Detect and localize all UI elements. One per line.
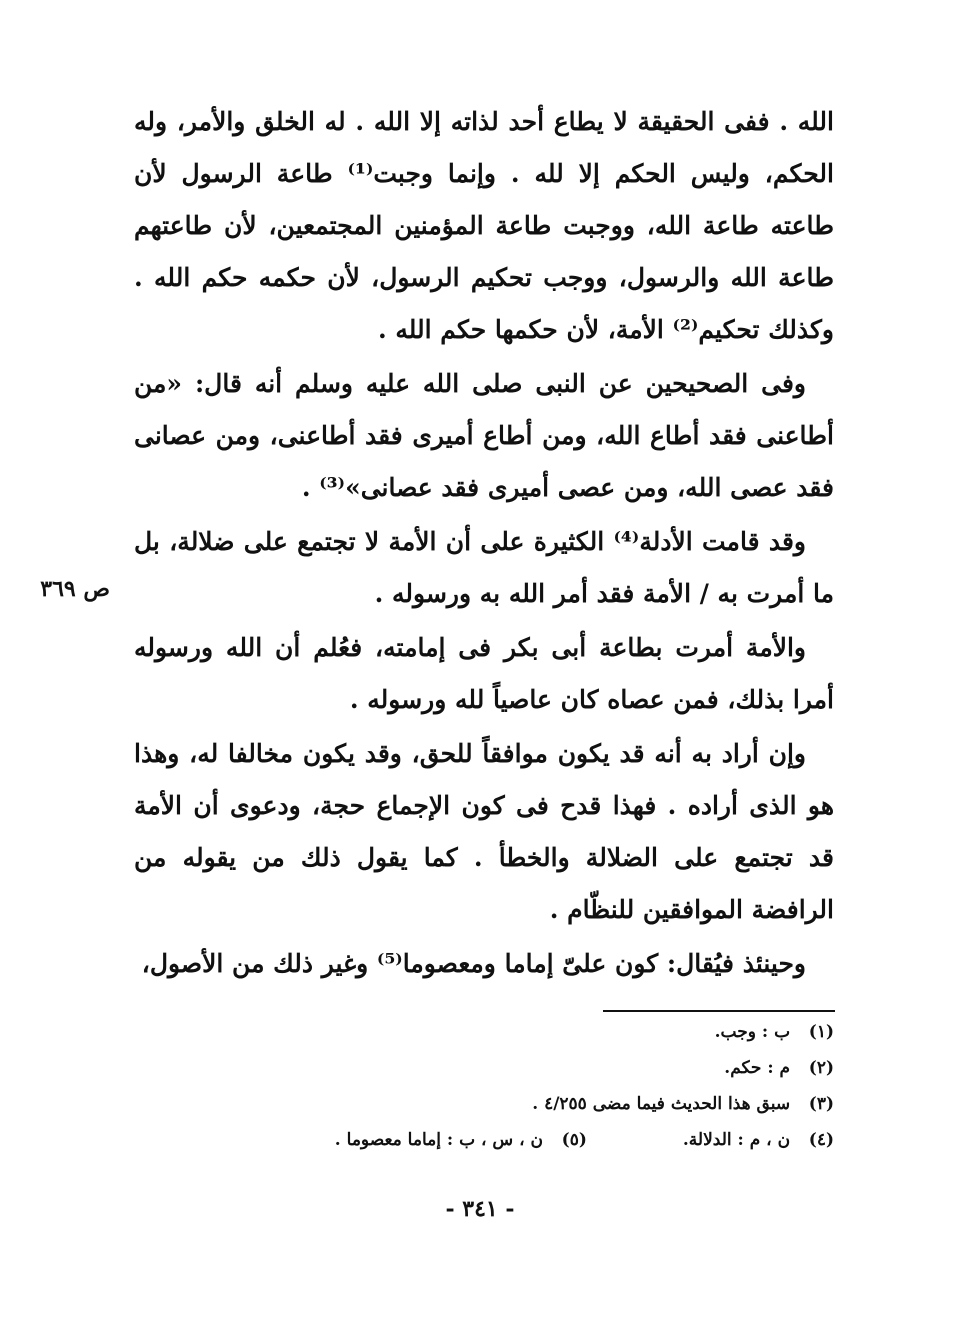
footnote-number: (٥) — [561, 1130, 587, 1150]
paragraph-2: وفى الصحيحين عن النبى صلى الله عليه وسلم أنه قال: «من أطاعنى فقد أطاع الله، ومن أطاع أميرى فقد أطاعنى، ومن عصانى فقد عصى الله، ومن عصى أميرى فقد عصانى»⁽³⁾ . — [134, 369, 834, 502]
footnote-text: ن ، م : الدلالة. — [682, 1130, 791, 1150]
footnote-3 — [532, 1086, 834, 1122]
paragraph-1: الله . ففى الحقيقة لا يطاع أحد لذاته إلا الله . له الخلق والأمر، وله الحكم، وليس الحكم إلا لله . وإنما وجبت⁽¹⁾ طاعة الرسول لأن طاعته طاعة الله، ووجبت طاعة المؤمنين المجتمعين، لأن طاعتهم طاعة الله والرسول، ووجب تحكيم الرسول، لأن حكمه حكم الله . وكذلك تحكيم⁽²⁾ الأمة، لأن حكمها حكم الله . — [134, 107, 834, 344]
footnote-5 — [335, 1122, 587, 1158]
paragraph-6: وحينئذ فيُقال: كون علىّ إماما ومعصوما⁽⁵⁾ وغير ذلك من الأصول، — [141, 949, 806, 978]
footnote-4 — [683, 1122, 834, 1158]
footnote-row — [134, 1014, 834, 1050]
footnotes — [134, 1014, 834, 1158]
footnote-text: سبق هذا الحديث فيما مضى ٤/٢٥٥ . — [532, 1094, 791, 1114]
footnote-number: (١) — [808, 1022, 834, 1042]
footnote-1 — [715, 1014, 834, 1050]
footnote-separator — [603, 1010, 835, 1012]
footnote-text: م : حكم. — [724, 1058, 791, 1078]
paragraph-4: والأمة أمرت بطاعة أبى بكر فى إمامته، فعُلم أن الله ورسوله أمرا بذلك، فمن عصاه كان عاصياً لله ورسوله . — [134, 633, 834, 714]
footnote-row — [134, 1122, 834, 1158]
page-number: - ٣٤١ - — [445, 1196, 515, 1222]
footnote-text: ب : وجب. — [714, 1022, 791, 1042]
main-text — [134, 96, 834, 992]
paragraph-5: وإن أراد به أنه قد يكون موافقاً للحق، وقد يكون مخالفا له، وهذا هو الذى أراده . فهذا قدح فى كون الإجماع حجة، ودعوى أن الأمة قد تجتمع على الضلالة والخطأ . كما يقول ذلك من يقوله من الرافضة الموافقين للنظّام . — [134, 739, 834, 924]
footnote-row — [134, 1086, 834, 1122]
paragraph-3: وقد قامت الأدلة⁽⁴⁾ الكثيرة على أن الأمة لا تجتمع على ضلالة، بل ما أمرت به / الأمة فقد أمر الله به ورسوله . — [134, 527, 834, 608]
footnote-number: (٤) — [808, 1130, 834, 1150]
footnote-2 — [724, 1050, 834, 1086]
footnote-number: (٣) — [808, 1094, 834, 1114]
footnote-number: (٢) — [808, 1058, 834, 1078]
footnote-row — [134, 1050, 834, 1086]
footnote-text: ن ، س ، ب : إماما معصوما . — [334, 1130, 543, 1150]
margin-page-reference: ص ٣٦٩ — [40, 576, 110, 602]
